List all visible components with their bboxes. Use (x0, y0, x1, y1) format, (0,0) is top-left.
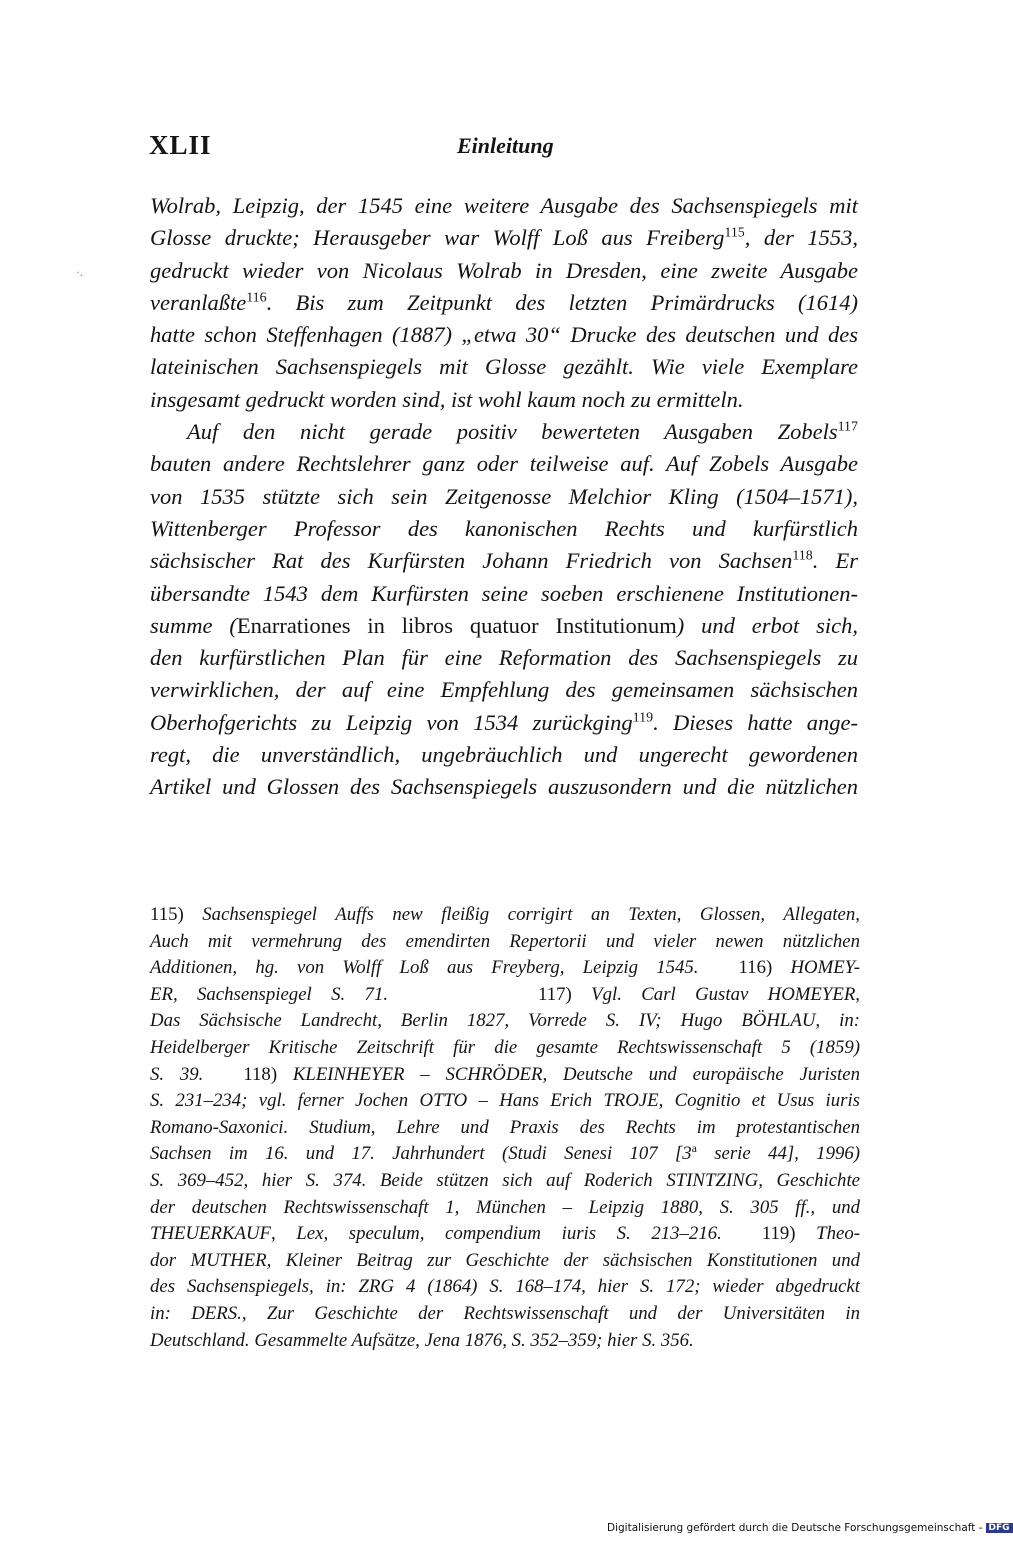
body-text (150, 190, 858, 804)
footnote-line: in: DERS., Zur Geschichte der Rechtswissenschaft und der Universitäten in (150, 1302, 860, 1324)
footnote-number: 117) (538, 983, 592, 1005)
footnote-line: ER, Sachsenspiegel S. 71. 117) Vgl. Carl Gustav HOMEYER, (150, 983, 860, 1005)
footnote-ref[interactable]: 115 (724, 225, 745, 241)
footnote-number: 119) (761, 1223, 817, 1245)
body-line: lateinischen Sachsenspiegels mit Glosse gezählt. Wie viele Exemplare (150, 354, 858, 380)
body-line: hatte schon Steffenhagen (1887) „etwa 30“ Drucke des deutschen und des (150, 322, 858, 348)
footnote-line: Deutschland. Gesammelte Aufsätze, Jena 1876, S. 352–359; hier S. 356. (150, 1329, 694, 1351)
footnote-ref[interactable]: 119 (632, 710, 654, 726)
body-line: den kurfürstlichen Plan für eine Reformation des Sachsenspiegels zu (150, 645, 858, 671)
footnote-line: 115) Sachsenspiegel Auffs new fleißig corrigirt an Texten, Glossen, Allegaten, (150, 904, 860, 925)
footnote-line: Additionen, hg. von Wolff Loß aus Freyberg, Leipzig 1545. 116) HOMEY- (150, 957, 860, 979)
book-title: Enarrationes in libros quatuor Institutionum (236, 612, 677, 638)
footnote-number: 116) (738, 957, 791, 979)
footnote-ref[interactable]: 116 (246, 290, 267, 306)
footnote-line: Das Sächsische Landrecht, Berlin 1827, Vorrede S. IV; Hugo BÖHLAU, in: (150, 1010, 860, 1032)
footnote-line: Sachsen im 16. und 17. Jahrhundert (Studi Senesi 107 [3$^a$ serie 44], 1996) (150, 1142, 860, 1165)
body-line: Glosse druckte; Herausgeber war Wolff Loß aus Freiberg$^{115}$, der 1553, (150, 225, 858, 251)
credit-text: Digitalisierung gefördert durch die Deutsche Forschungsgemeinschaft - (607, 1522, 983, 1534)
body-line: regt, die unverständlich, ungebräuchlich und ungerecht gewordenen (150, 742, 858, 768)
footnotes (150, 902, 860, 1354)
body-line: gedruckt wieder von Nicolaus Wolrab in Dresden, eine zweite Ausgabe (150, 257, 858, 283)
body-line: Wittenberger Professor des kanonischen Rechts und kurfürstlich (150, 515, 858, 541)
footnote-line: Romano-Saxonici. Studium, Lehre und Praxis des Rechts im protestantischen (150, 1116, 860, 1138)
body-line: summe (Enarrationes in libros quatuor Institutionum) und erbot sich, (150, 612, 858, 638)
footnote-ref[interactable]: 118 (792, 548, 813, 564)
body-line: Artikel und Glossen des Sachsenspiegels auszusondern und die nützlichen (150, 774, 858, 800)
body-line: übersandte 1543 dem Kurfürsten seine soeben erschienene Institutionen- (150, 580, 858, 606)
footnote-line: S. 39. 118) KLEINHEYER – SCHRÖDER, Deutsche und europäische Juristen (150, 1063, 860, 1085)
body-line: sächsischer Rat des Kurfürsten Johann Friedrich von Sachsen$^{118}$. Er (150, 548, 859, 574)
footnote-line: Heidelberger Kritische Zeitschrift für die gesamte Rechtswissenschaft 5 (1859) (150, 1036, 860, 1058)
body-line: veranlaßte$^{116}$. Bis zum Zeitpunkt des letzten Primärdrucks (1614) (150, 289, 858, 315)
body-line: Wolrab, Leipzig, der 1545 eine weitere Ausgabe des Sachsenspiegels mit (150, 193, 858, 218)
body-line: Auf den nicht gerade positiv bewerteten Ausgaben Zobels$^{117}$ (187, 419, 858, 445)
digitization-credit (607, 1522, 1013, 1534)
footnote-ref[interactable]: 117 (837, 419, 858, 435)
footnote-line: S. 369–452, hier S. 374. Beide stützen sich auf Roderich STINTZING, Geschichte (150, 1169, 860, 1191)
footnote-number: 118) (243, 1063, 293, 1085)
page-number: XLII (149, 130, 212, 160)
footnote-number: 115) (150, 904, 203, 925)
footnote-line: dor MUTHER, Kleiner Beitrag zur Geschichte der sächsischen Konstitutionen und (150, 1249, 860, 1271)
body-line: Oberhofgerichts zu Leipzig von 1534 zurückging$^{119}$. Dieses hatte ange- (150, 709, 858, 735)
dfg-logo: DFG (986, 1523, 1013, 1533)
footnote-line: Auch mit vermehrung des emendirten Repertorii und vieler newen nützlichen (150, 930, 860, 952)
footnote-line: des Sachsenspiegels, in: ZRG 4 (1864) S. 168–174, hier S. 172; wieder abgedruckt (150, 1276, 860, 1298)
body-line: insgesamt gedruckt worden sind, ist wohl kaum noch zu ermitteln. (150, 386, 744, 412)
running-title: Einleitung (457, 133, 554, 158)
footnote-line: S. 231–234; vgl. ferner Jochen OTTO – Hans Erich TROJE, Cognitio et Usus iuris (150, 1090, 860, 1112)
stray-mark: ·. (76, 265, 83, 279)
footnote-line: der deutschen Rechtswissenschaft 1, München – Leipzig 1880, S. 305 ff., und (150, 1196, 860, 1218)
body-line: von 1535 stützte sich sein Zeitgenosse Melchior Kling (1504–1571), (150, 483, 858, 509)
body-line: verwirklichen, der auf eine Empfehlung des gemeinsamen sächsischen (150, 677, 858, 703)
body-line: bauten andere Rechtslehrer ganz oder teilweise auf. Auf Zobels Ausgabe (150, 451, 858, 477)
footnote-line: THEUERKAUF, Lex, speculum, compendium iuris S. 213–216. 119) Theo- (150, 1223, 860, 1245)
